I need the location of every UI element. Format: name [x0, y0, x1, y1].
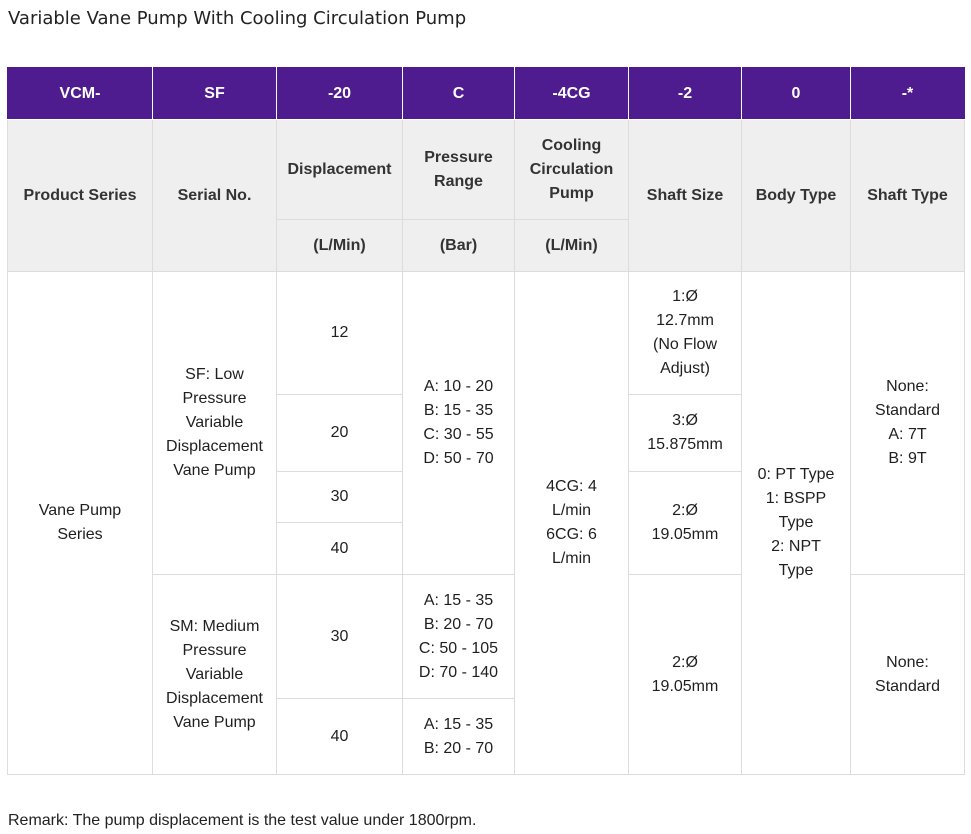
pressure-sm-40-cell: [403, 699, 515, 775]
header-pressure-range-text: Pressure Range: [424, 148, 493, 190]
shaft-size-line: 3:Ø: [672, 412, 698, 429]
code-cell: -20: [277, 68, 403, 120]
body-type-line: 2: NPT: [771, 538, 821, 555]
shaft-size-cell: [629, 272, 742, 395]
shaft-size-line: 15.875mm: [647, 436, 723, 453]
shaft-type-line: Standard: [875, 677, 940, 695]
shaft-size-line: 19.05mm: [651, 526, 719, 543]
shaft-type-sm-cell: [851, 575, 965, 775]
pressure-sm-30-cell: [403, 575, 515, 699]
column-header-row: [8, 120, 965, 220]
code-cell: C: [403, 68, 515, 120]
header-serial-no: Serial No.: [153, 120, 277, 272]
serial-sf-cell: SF: Low Pressure Variable Displacement Vane Pump: [153, 272, 277, 575]
body-type-line: Type: [778, 562, 814, 579]
header-cooling-text: Cooling Circulation Pump: [529, 136, 614, 202]
code-cell: -2: [629, 68, 742, 120]
shaft-type-sf-cell: [851, 272, 965, 575]
cooling-line: L/min: [551, 550, 592, 567]
header-displacement: Displacement: [277, 120, 403, 220]
body-type-line: 0: PT Type: [757, 466, 835, 483]
pressure-line: C: 30 - 55: [423, 426, 494, 443]
header-product-series: Product Series: [8, 120, 153, 272]
pressure-line: B: 15 - 35: [423, 402, 494, 419]
displacement-cell: 30: [277, 472, 403, 523]
unit-cooling: (L/Min): [515, 220, 629, 272]
displacement-cell: 30: [277, 575, 403, 699]
shaft-size-cell: [629, 395, 742, 472]
pressure-line: A: 10 - 20: [423, 378, 494, 395]
cooling-cell: [515, 272, 629, 775]
shaft-size-line: 2:Ø: [672, 502, 698, 519]
cooling-line: 4CG: 4: [546, 478, 597, 495]
displacement-cell: 12: [277, 272, 403, 395]
shaft-size-cell: [629, 575, 742, 775]
displacement-cell: 40: [277, 699, 403, 775]
header-shaft-type: Shaft Type: [851, 120, 965, 272]
displacement-cell: 20: [277, 395, 403, 472]
remark-note: Remark: The pump displacement is the test value under 1800rpm.: [8, 812, 477, 829]
body-type-line: Type: [778, 514, 814, 531]
body-type-cell: [742, 272, 851, 775]
shaft-size-line: 19.05mm: [651, 677, 719, 695]
shaft-size-line: (No Flow: [652, 336, 717, 353]
table-row: [8, 272, 965, 395]
header-cooling: [515, 120, 629, 220]
product-series-cell: Vane Pump Series: [8, 272, 153, 775]
shaft-type-line: Standard: [875, 402, 940, 419]
code-cell: VCM-: [8, 68, 153, 120]
pressure-line: A: 15 - 35: [423, 715, 494, 733]
displacement-cell: 40: [277, 523, 403, 575]
header-body-type: Body Type: [742, 120, 851, 272]
serial-sm-cell: SM: Medium Pressure Variable Displacement Vane Pump: [153, 575, 277, 775]
model-code-table: [7, 67, 965, 775]
shaft-type-line: None:: [886, 378, 929, 395]
page-title: Variable Vane Pump With Cooling Circulation Pump: [8, 8, 467, 29]
code-cell: -4CG: [515, 68, 629, 120]
pressure-line: C: 50 - 105: [418, 639, 499, 657]
code-cell: 0: [742, 68, 851, 120]
body-type-line: 1: BSPP: [765, 490, 827, 507]
shaft-type-line: B: 9T: [888, 450, 927, 467]
cooling-line: 6CG: 6: [546, 526, 597, 543]
code-cell: SF: [153, 68, 277, 120]
shaft-type-line: None:: [886, 653, 929, 671]
pressure-line: A: 15 - 35: [423, 591, 494, 609]
pressure-line: B: 20 - 70: [423, 615, 494, 633]
shaft-size-line: 12.7mm: [656, 312, 714, 329]
shaft-size-line: 2:Ø: [672, 653, 698, 671]
pressure-line: D: 50 - 70: [423, 450, 494, 467]
unit-pressure: (Bar): [403, 220, 515, 272]
unit-displacement: (L/Min): [277, 220, 403, 272]
shaft-size-line: Adjust): [660, 360, 710, 377]
header-pressure-range: [403, 120, 515, 220]
cooling-line: L/min: [551, 502, 592, 519]
pressure-sf-cell: [403, 272, 515, 575]
shaft-size-cell: [629, 472, 742, 575]
shaft-size-line: 1:Ø: [672, 288, 698, 305]
pressure-line: B: 20 - 70: [423, 739, 494, 757]
code-cell: -*: [851, 68, 965, 120]
pressure-line: D: 70 - 140: [418, 663, 499, 681]
shaft-type-line: A: 7T: [888, 426, 927, 443]
header-shaft-size: Shaft Size: [629, 120, 742, 272]
code-header-row: [8, 68, 965, 120]
